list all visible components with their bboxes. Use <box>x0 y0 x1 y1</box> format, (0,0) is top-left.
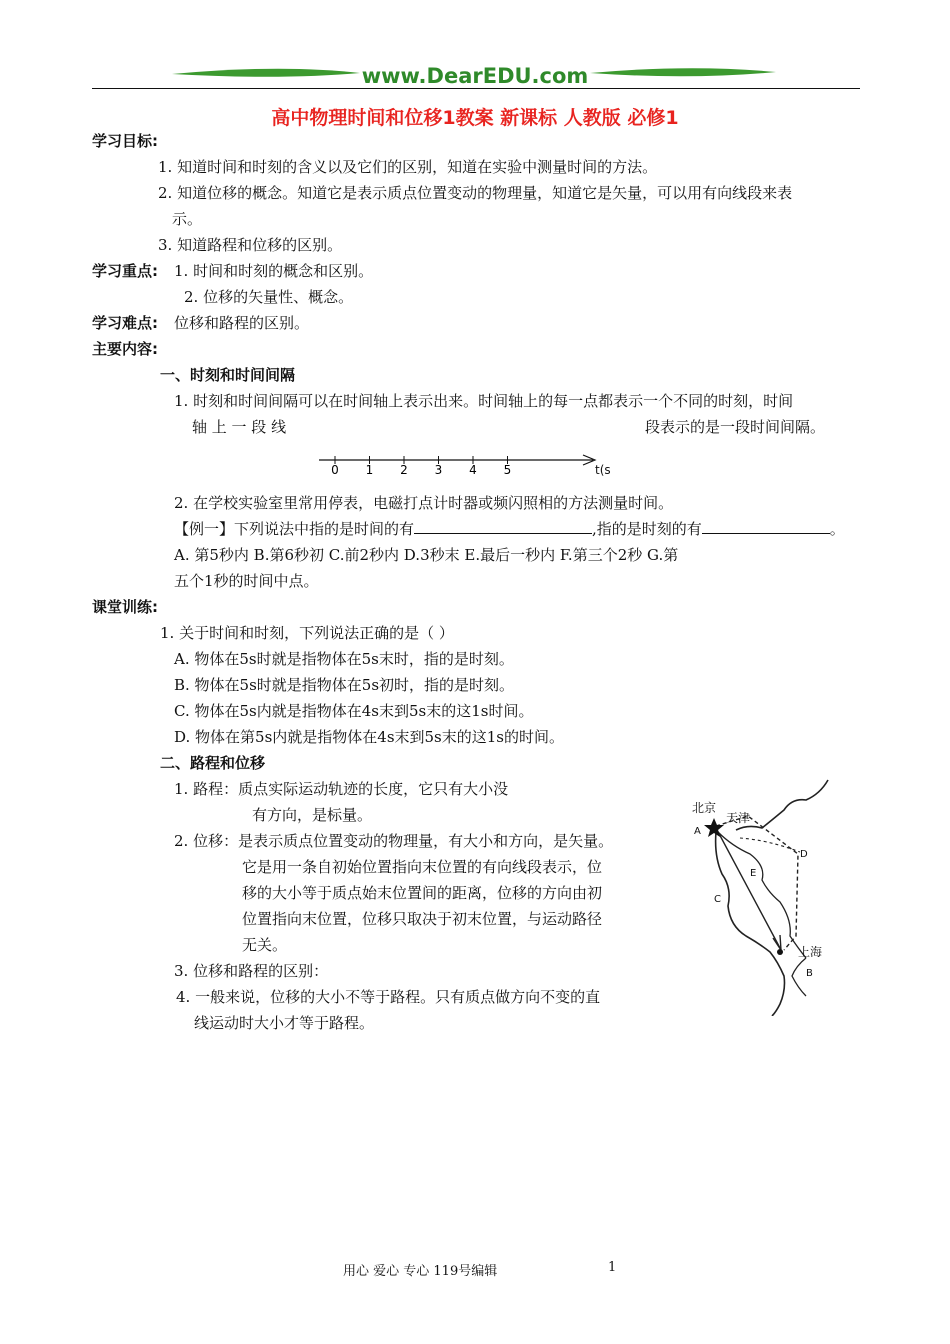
practice-option: B. 物体在5s时就是指物体在5s初时，指的是时刻。 <box>174 676 515 694</box>
axis-tick-label: 4 <box>469 463 477 477</box>
practice-option: A. 物体在5s时就是指物体在5s末时，指的是时刻。 <box>174 650 514 668</box>
example-mid: ,指的是时刻的有 <box>592 520 702 538</box>
key-point-item: 1. 时间和时刻的概念和区别。 <box>174 262 374 280</box>
key-point-item: 2. 位移的矢量性、概念。 <box>184 288 354 306</box>
answer-blank[interactable] <box>702 517 830 534</box>
example-options: 五个1秒的时间中点。 <box>174 572 319 590</box>
route-map-figure <box>688 776 853 1016</box>
section2-item: 有方向，是标量。 <box>252 806 373 824</box>
map-label-shanghai: 上海 <box>798 945 823 959</box>
map-label-a: A <box>694 826 701 837</box>
practice-option: C. 物体在5s内就是指物体在4s末到5s末的这1s时间。 <box>174 702 534 720</box>
objective-item: 3. 知道路程和位移的区别。 <box>158 236 343 254</box>
answer-blank[interactable] <box>414 517 592 534</box>
section2-item: 线运动时大小才等于路程。 <box>194 1014 375 1032</box>
page-number: 1 <box>608 1260 617 1275</box>
section2-item: 移的大小等于质点始末位置间的距离，位移的方向由初 <box>242 884 603 902</box>
example-line <box>174 516 845 542</box>
map-label-beijing: 北京 <box>692 801 717 815</box>
section1-paragraph: 2. 在学校实验室里常用停表，电磁打点计时器或频闪照相的方法测量时间。 <box>174 494 674 512</box>
map-label-e: E <box>750 868 757 879</box>
axis-tick-label: 1 <box>365 463 374 477</box>
map-label-tianjin: 天津 <box>726 811 751 825</box>
axis-unit-label: t(s <box>595 463 611 477</box>
objectives-heading: 学习目标: <box>92 132 158 150</box>
practice-question: 1. 关于时间和时刻，下列说法正确的是（ ） <box>160 624 454 642</box>
key-points-heading: 学习重点: <box>92 262 158 280</box>
section2-item: 3. 位移和路程的区别： <box>174 962 329 980</box>
section1-paragraph: 段表示的是一段时间间隔。 <box>645 418 826 436</box>
map-label-c: C <box>714 894 721 905</box>
section2-heading: 二、路程和位移 <box>160 754 266 772</box>
difficulty-heading: 学习难点: <box>92 314 158 332</box>
section1-heading: 一、时刻和时间间隔 <box>160 366 296 384</box>
objective-item: 2. 知道位移的概念。知道它是表示质点位置变动的物理量，知道它是矢量，可以用有向线段来表 <box>158 184 793 202</box>
practice-heading: 课堂训练: <box>92 598 158 616</box>
practice-option: D. 物体在第5s内就是指物体在4s末到5s末的这1s的时间。 <box>174 728 564 746</box>
difficulty-text: 位移和路程的区别。 <box>174 314 310 332</box>
time-axis-diagram <box>315 448 645 480</box>
section2-item: 4. 一般来说，位移的大小不等于路程。只有质点做方向不变的直 <box>176 988 601 1006</box>
section2-item: 它是用一条自初始位置指向末位置的有向线段表示，位 <box>242 858 603 876</box>
section1-paragraph: 1. 时刻和时间间隔可以在时间轴上表示出来。时间轴上的每一点都表示一个不同的时刻，时间 <box>174 392 794 410</box>
objective-item: 1. 知道时间和时刻的含义以及它们的区别，知道在实验中测量时间的方法。 <box>158 158 658 176</box>
main-content-heading: 主要内容: <box>92 340 158 358</box>
axis-tick-label: 5 <box>503 463 512 477</box>
section2-item: 无关。 <box>242 936 288 954</box>
axis-tick-label: 2 <box>400 463 408 477</box>
map-label-b: B <box>806 968 813 979</box>
section1-paragraph: 轴 上 一 段 线 <box>192 418 287 436</box>
header-rule <box>92 88 860 89</box>
axis-tick-label: 3 <box>434 463 443 477</box>
doc-title: 高中物理时间和位移1教案 新课标 人教版 必修1 <box>271 107 679 129</box>
example-options: A. 第5秒内 B.第6秒初 C.前2秒内 D.3秒末 E.最后一秒内 F.第三个2秒 G.第 <box>174 546 679 564</box>
section2-item: 1. 路程：质点实际运动轨迹的长度，它只有大小没 <box>174 780 509 798</box>
example-prefix: 【例一】下列说法中指的是时间的有 <box>174 520 415 538</box>
section2-item: 2. 位移：是表示质点位置变动的物理量，有大小和方向，是矢量。 <box>174 832 614 850</box>
axis-tick-label: 0 <box>331 463 339 477</box>
objective-item: 示。 <box>172 210 203 228</box>
footer-text: 用心 爱心 专心 119号编辑 <box>343 1264 498 1279</box>
section2-item: 位置指向末位置，位移只取决于初末位置，与运动路径 <box>242 910 603 928</box>
map-label-d: D <box>800 849 808 860</box>
logo-text: www.DearEDU.com <box>361 64 589 88</box>
example-end: 。 <box>829 520 845 538</box>
